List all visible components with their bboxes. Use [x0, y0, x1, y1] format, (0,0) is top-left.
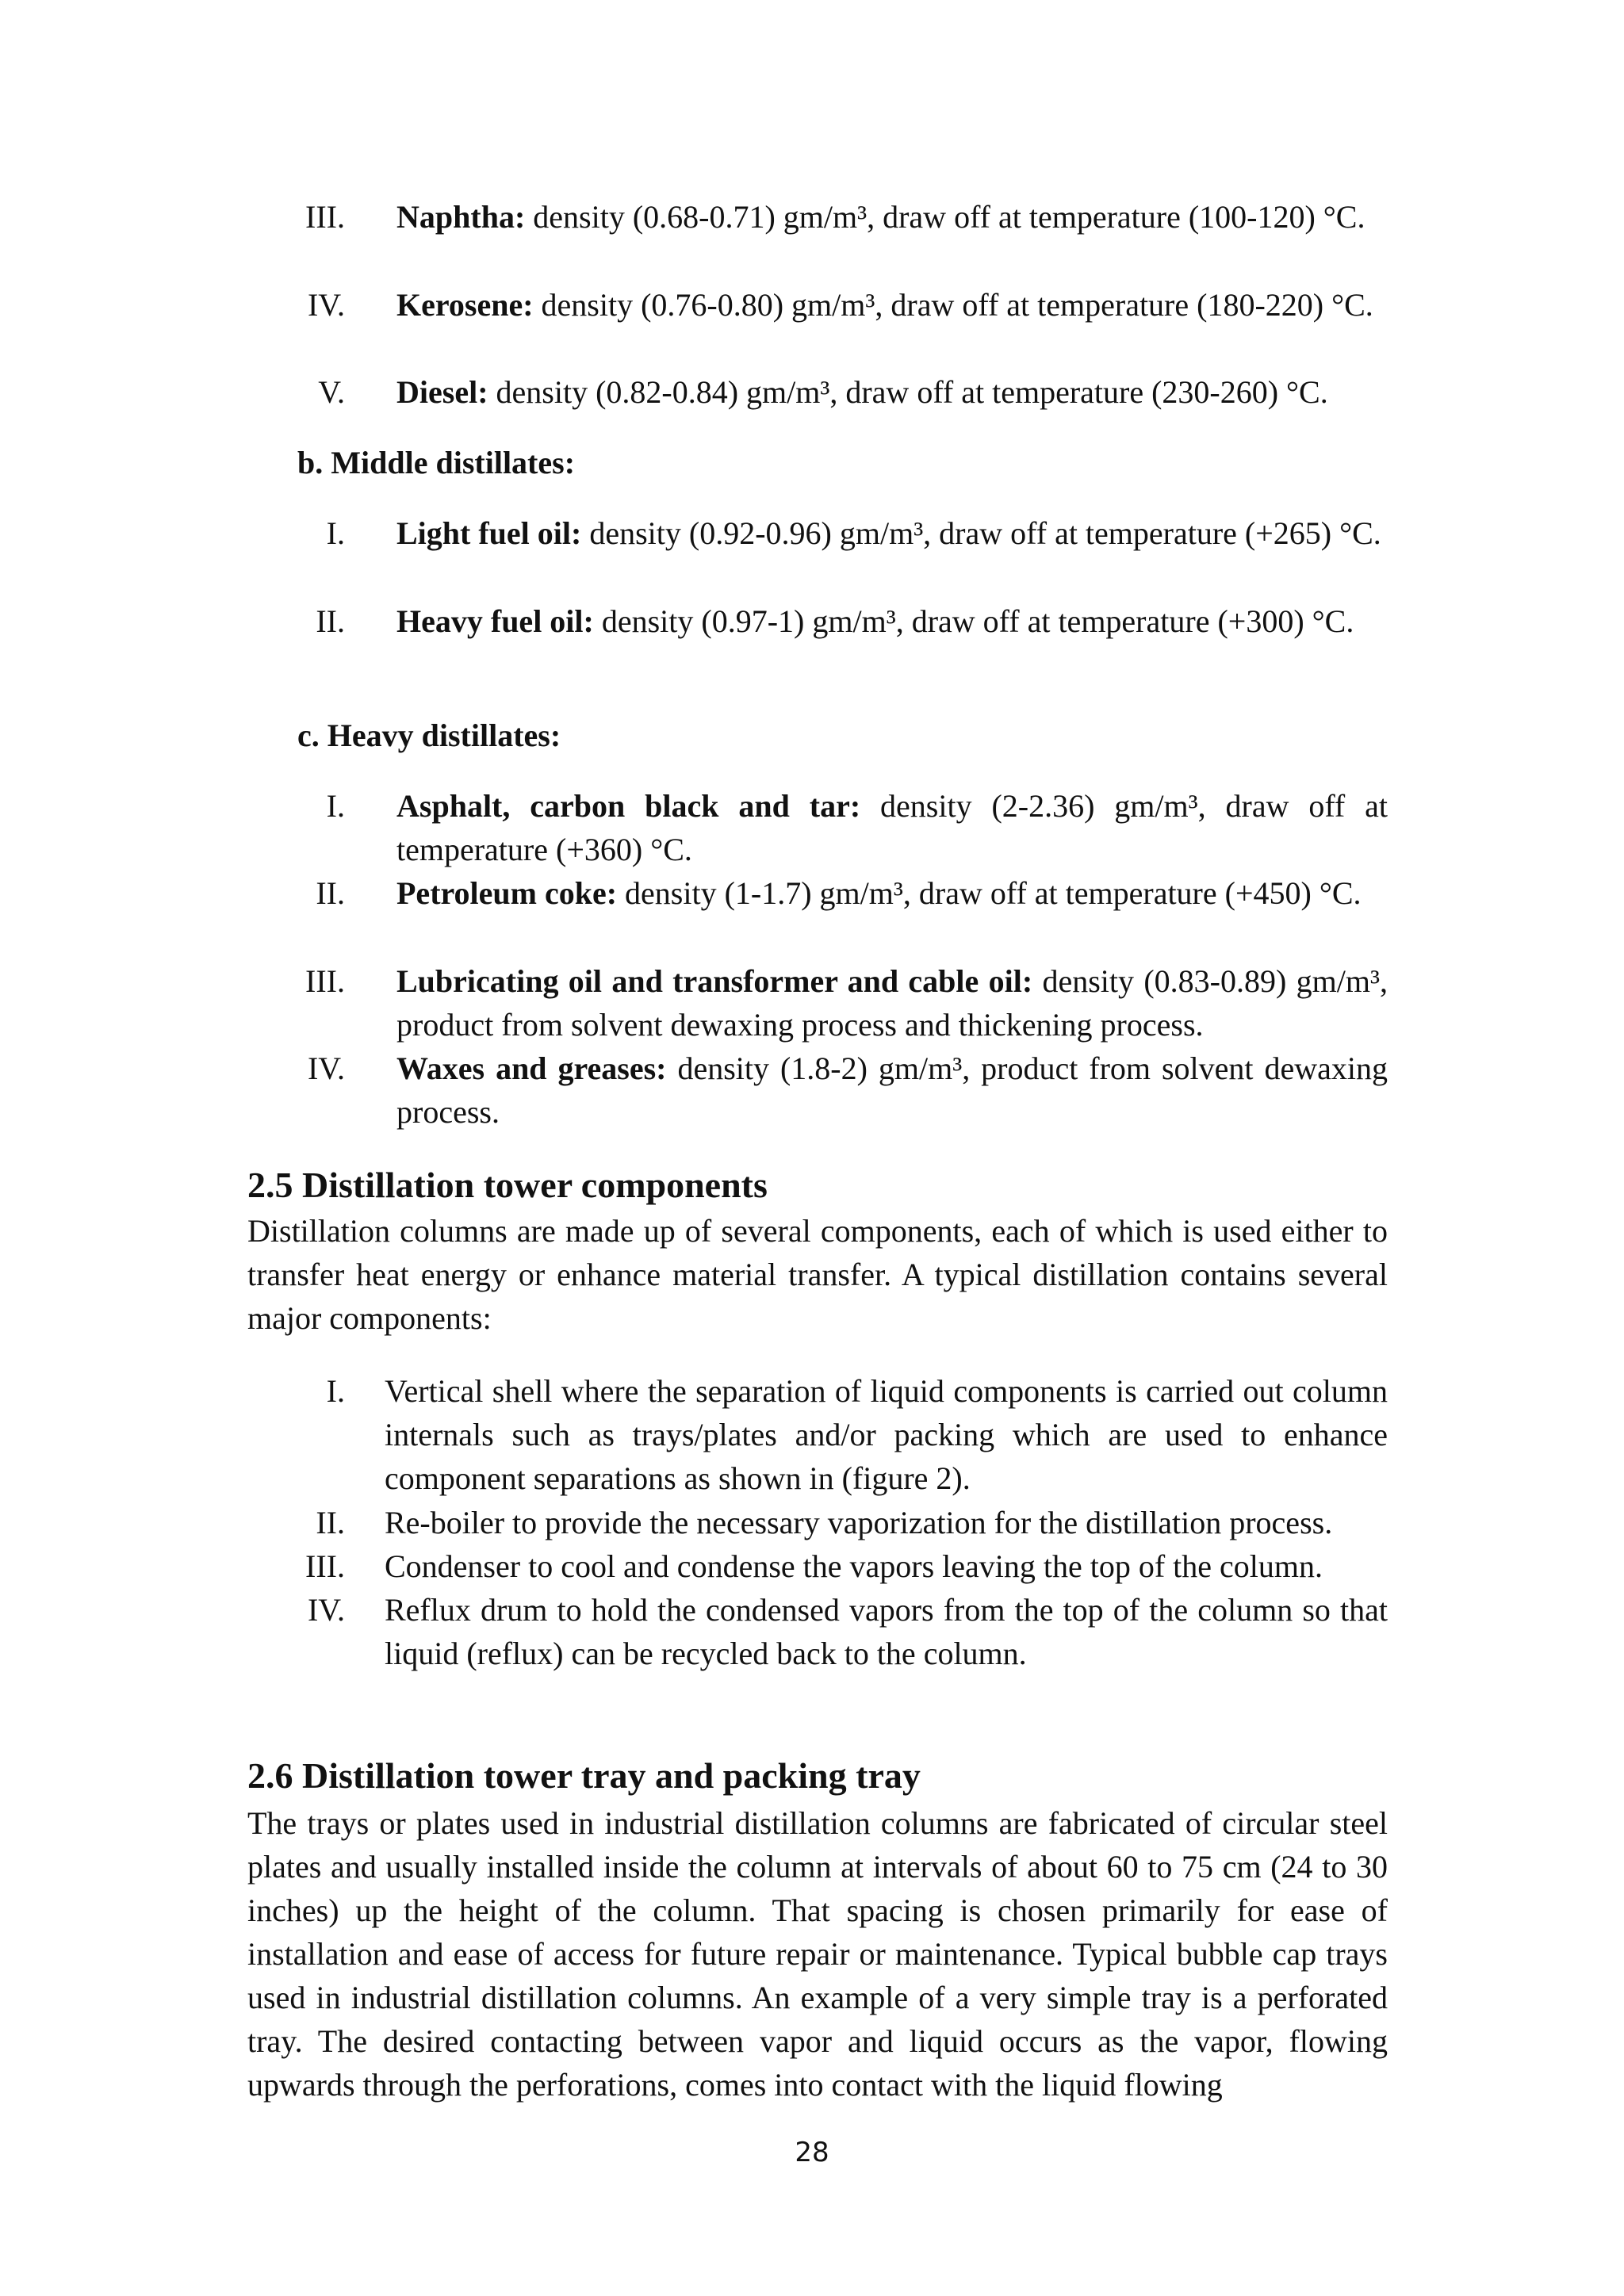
list-item-body: density (1-1.7) gm/m³, draw off at temperature (+450) °C. [617, 875, 1362, 911]
list-number: II. [316, 1505, 345, 1540]
list-item-body: density (1.8-2) gm/m³, product from solvent dewaxing process. [396, 1050, 1388, 1130]
list-item-body: density (0.83-0.89) gm/m³, product from solvent dewaxing process and thickening process. [396, 963, 1388, 1043]
heavy-distillates-heading: c. Heavy distillates: [297, 718, 561, 753]
section-heading-2-6: 2.6 Distillation tower tray and packing tray [247, 1755, 921, 1796]
list-item-text [396, 370, 1388, 414]
section-2-5-paragraph: Distillation columns are made up of several components, each of which is used either to transfer heat energy or enhance material transfer. A typical distillation contains several major components: [247, 1213, 1388, 1336]
list-item-text: Vertical shell where the separation of liquid components is carried out column internals such as trays/plates and/or packing which are used to enhance component separations as shown in (figure 2). [385, 1373, 1388, 1496]
section-heading-2-5: 2.5 Distillation tower components [247, 1165, 768, 1205]
list-item-body: density (0.82-0.84) gm/m³, draw off at temperature (230-260) °C. [488, 374, 1328, 410]
list-item-text [396, 283, 1388, 327]
list-item-text [396, 599, 1388, 643]
list-item-text [396, 511, 1388, 555]
list-item-lead: Heavy fuel oil: [396, 603, 594, 639]
list-number: V. [318, 374, 345, 410]
list-number: IV. [307, 1050, 345, 1086]
list-item-text [396, 959, 1388, 1047]
list-number: II. [316, 603, 345, 639]
list-item-lead: Asphalt, carbon black and tar: [396, 788, 861, 824]
list-item-text [396, 1047, 1388, 1134]
list-number: I. [326, 515, 345, 551]
list-number: IV. [307, 287, 345, 323]
list-item-lead: Lubricating oil and transformer and cable oil: [396, 963, 1033, 999]
list-item-body: density (0.97-1) gm/m³, draw off at temperature (+300) °C. [593, 603, 1354, 639]
list-item-lead: Diesel: [396, 374, 488, 410]
list-item-text [396, 784, 1388, 871]
page-number: 28 [795, 2137, 829, 2168]
section-2-6-paragraph: The trays or plates used in industrial distillation columns are fabricated of circular steel plates and usually installed inside the column at intervals of about 60 to 75 cm (24 to 30 inches) up the height of the column. That spacing is chosen primarily for ease of installation and ease of access for future repair or maintenance. Typical bubble cap trays used in industrial distillation columns. An example of a very simple tray is a perforated tray. The desired contacting between vapor and liquid occurs as the vapor, flowing upwards through the perforations, comes into contact with the liquid flowing [247, 1805, 1388, 2103]
list-number: IV. [307, 1592, 345, 1628]
list-number: II. [316, 875, 345, 911]
list-item-text [396, 871, 1388, 915]
middle-distillates-heading: b. Middle distillates: [297, 445, 576, 480]
list-item-body: density (0.76-0.80) gm/m³, draw off at temperature (180-220) °C. [533, 287, 1373, 323]
list-item-lead: Naphtha: [396, 199, 526, 235]
list-item-text [396, 195, 1388, 239]
list-item-body: density (0.92-0.96) gm/m³, draw off at temperature (+265) °C. [581, 515, 1381, 551]
list-item-text: Condenser to cool and condense the vapors leaving the top of the column. [385, 1548, 1323, 1584]
list-item-text: Re-boiler to provide the necessary vaporization for the distillation process. [385, 1505, 1333, 1540]
list-item-lead: Petroleum coke: [396, 875, 618, 911]
list-number: III. [305, 963, 345, 999]
list-item-body: density (0.68-0.71) gm/m³, draw off at temperature (100-120) °C. [525, 199, 1365, 235]
list-item-text: Reflux drum to hold the condensed vapors from the top of the column so that liquid (reflux) can be recycled back to the column. [385, 1592, 1388, 1671]
list-item-lead: Waxes and greases: [396, 1050, 667, 1086]
list-number: III. [305, 199, 345, 235]
list-item-lead: Light fuel oil: [396, 515, 582, 551]
list-item-body: density (2-2.36) gm/m³, draw off at temperature (+360) °C. [396, 788, 1388, 867]
list-number: I. [326, 788, 345, 824]
list-item-lead: Kerosene: [396, 287, 534, 323]
list-number: III. [305, 1548, 345, 1584]
list-number: I. [326, 1373, 345, 1409]
